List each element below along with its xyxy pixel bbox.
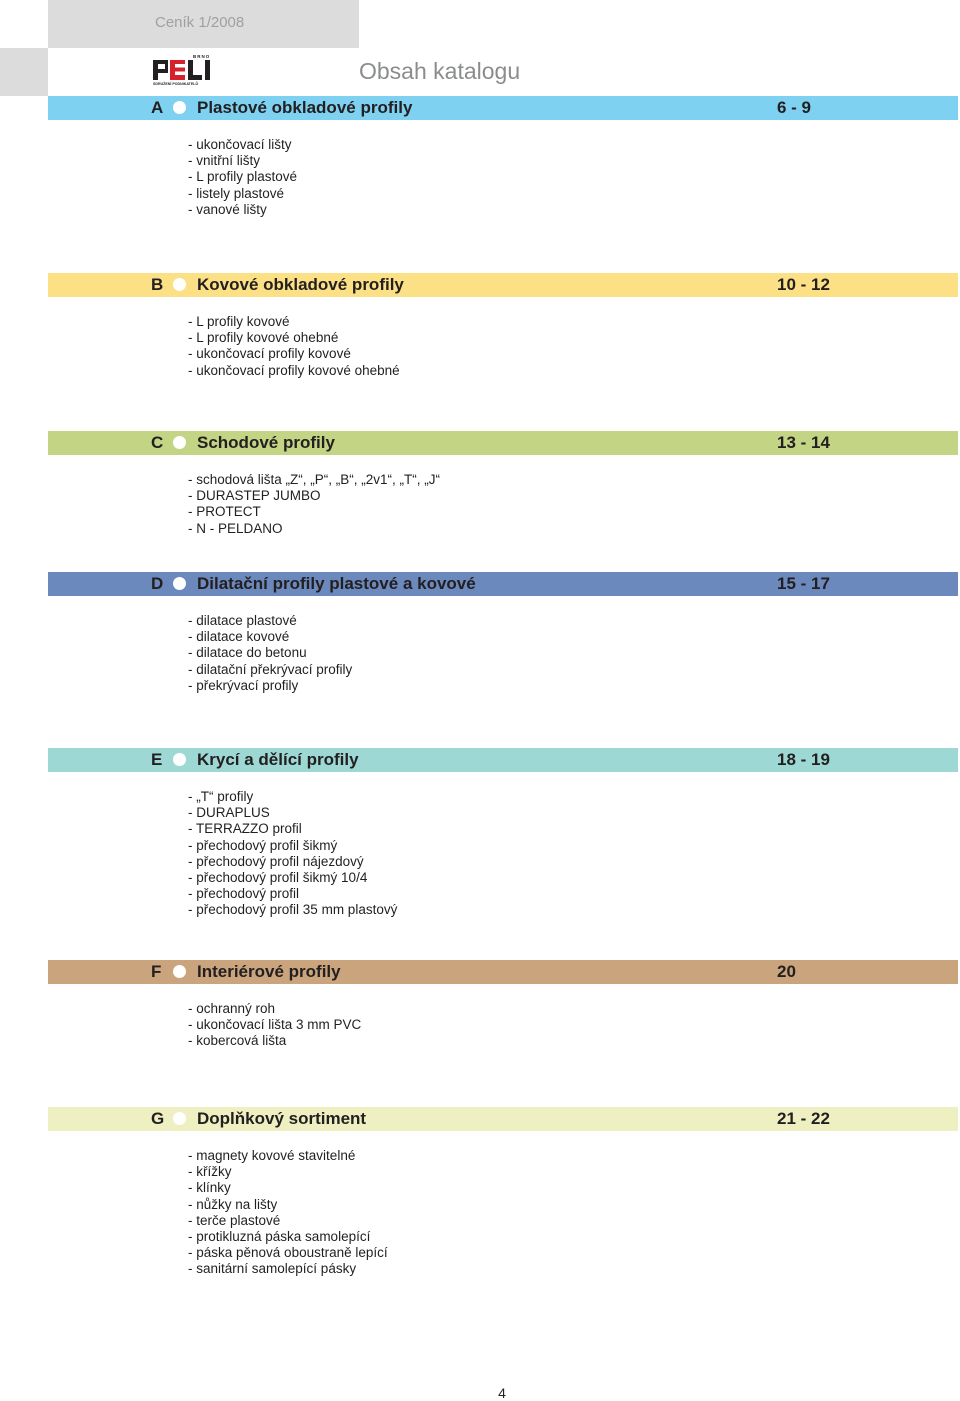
list-item: - L profily plastové	[188, 169, 298, 185]
list-item: - listely plastové	[188, 185, 285, 201]
list-item: - protikluzná páska samolepící	[188, 1229, 371, 1245]
list-item: - ochranný roh	[188, 1001, 276, 1016]
section-bar-c	[48, 431, 958, 455]
section-letter: A	[151, 98, 164, 117]
list-item: - N - PELDANO	[188, 520, 283, 536]
section-bar-b	[48, 273, 958, 297]
list-item: - ukončovací profily kovové	[188, 346, 351, 362]
peli-logo	[153, 54, 255, 86]
list-item: - přechodový profil	[188, 886, 300, 902]
section-pages: 13 - 14	[777, 433, 830, 452]
section-title: Dilatační profily plastové a kovové	[197, 574, 476, 593]
section-letter: B	[151, 275, 164, 294]
logo-top-text: BRNO	[193, 54, 211, 59]
section-pages: 10 - 12	[777, 275, 830, 294]
list-item: - dilatace plastové	[188, 613, 297, 628]
section-pages: 6 - 9	[777, 98, 812, 117]
list-item: - přechodový profil šikmý	[188, 837, 338, 853]
section-title: Plastové obkladové profily	[197, 98, 413, 117]
section-letter: D	[151, 574, 164, 593]
section-title: Interiérové profily	[197, 962, 341, 981]
bullet-dot-icon	[173, 577, 186, 590]
section-title: Kovové obkladové profily	[197, 275, 404, 294]
list-item: - „T“ profily	[188, 789, 254, 804]
section-pages: 15 - 17	[777, 574, 830, 593]
logo-bottom-text: SDRUŽENÍ PODNIKATELŮ	[153, 82, 199, 86]
section-letter: C	[151, 433, 164, 452]
header-side-strip	[0, 48, 48, 96]
section-item-list	[188, 789, 397, 919]
list-item: - L profily kovové	[188, 314, 290, 329]
section-bar-e	[48, 748, 958, 772]
section-item-list	[188, 613, 352, 694]
section-letter: F	[151, 962, 162, 981]
list-item: - ukončovací profily kovové ohebné	[188, 362, 400, 378]
list-item: - schodová lišta „Z“, „P“, „B“, „2v1“, „T“, „J“	[188, 472, 441, 487]
list-item: - klínky	[188, 1180, 231, 1196]
section-item-list	[188, 137, 297, 218]
section-item-list	[188, 1148, 388, 1278]
bullet-dot-icon	[173, 965, 186, 978]
bullet-dot-icon	[173, 278, 186, 291]
list-item: - křížky	[188, 1164, 232, 1180]
list-item: - DURAPLUS	[188, 805, 270, 821]
section-item-list	[188, 1001, 361, 1050]
list-item: - sanitární samolepící pásky	[188, 1261, 357, 1277]
list-item: - přechodový profil nájezdový	[188, 853, 364, 869]
list-item: - vanové lišty	[188, 201, 267, 217]
list-item: - přechodový profil šikmý 10/4	[188, 870, 368, 886]
list-item: - přechodový profil 35 mm plastový	[188, 902, 398, 918]
logo-letter-i	[205, 60, 210, 80]
list-item: - magnety kovové stavitelné	[188, 1148, 356, 1163]
section-title: Krycí a dělící profily	[197, 750, 359, 769]
section-bar-g	[48, 1107, 958, 1131]
list-item: - DURASTEP JUMBO	[188, 488, 321, 504]
list-item: - vnitřní lišty	[188, 153, 261, 169]
section-title: Doplňkový sortiment	[197, 1109, 367, 1128]
page-number: 4	[498, 1385, 506, 1401]
list-item: - PROTECT	[188, 504, 261, 520]
bullet-dot-icon	[173, 436, 186, 449]
section-pages: 18 - 19	[777, 750, 830, 769]
section-bar-d	[48, 572, 958, 596]
bullet-dot-icon	[173, 1112, 186, 1125]
list-item: - terče plastové	[188, 1212, 281, 1228]
section-item-list	[188, 314, 400, 379]
list-item: - nůžky na lišty	[188, 1196, 278, 1212]
list-item: - kobercová lišta	[188, 1033, 287, 1049]
bullet-dot-icon	[173, 101, 186, 114]
section-title: Schodové profily	[197, 433, 335, 452]
price-list-label: Ceník 1/2008	[155, 14, 245, 31]
list-item: - překrývací profily	[188, 677, 299, 693]
list-item: - ukončovací lišta 3 mm PVC	[188, 1017, 362, 1033]
bullet-dot-icon	[173, 753, 186, 766]
section-bar-f	[48, 960, 958, 984]
section-letter: E	[151, 750, 163, 769]
list-item: - páska pěnová oboustraně lepící	[188, 1245, 388, 1261]
list-item: - dilatace kovové	[188, 629, 290, 645]
section-pages: 21 - 22	[777, 1109, 830, 1128]
section-bar-a	[48, 96, 958, 120]
list-item: - dilatace do betonu	[188, 645, 307, 661]
section-item-list	[188, 472, 440, 537]
logo-letter-e	[170, 60, 185, 80]
catalog-title: Obsah katalogu	[359, 58, 521, 84]
list-item: - L profily kovové ohebné	[188, 330, 339, 346]
section-pages: 20	[777, 962, 796, 981]
list-item: - dilatační překrývací profily	[188, 661, 353, 677]
section-letter: G	[151, 1109, 165, 1128]
list-item: - TERRAZZO profil	[188, 821, 302, 837]
list-item: - ukončovací lišty	[188, 137, 292, 152]
